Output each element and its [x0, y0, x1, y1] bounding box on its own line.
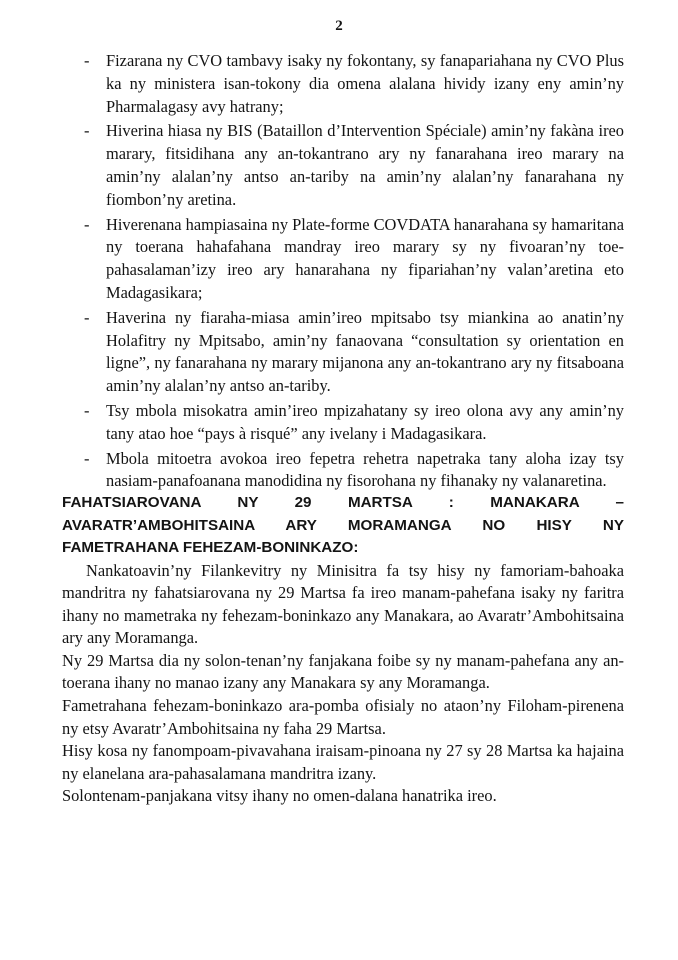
paragraph: Nankatoavin’ny Filankevitry ny Minisitra fa tsy hisy ny famoriam-bahoaka mandritra ny fahatsiarovana ny 29 Martsa fa ireo manam-pahefana isaky ny faritra ihany no mametraka ny fehezam-boninkazo any Manakara, ao Avaratr’Ambohitsaina ary any Moramanga. — [62, 560, 624, 648]
list-item-text: Mbola mitoetra avokoa ireo fepetra rehetra napetraka tany aloha izay tsy nasiam-panafoanana manodidina ny fisorohana ny fihanaky ny valanaretina. — [106, 448, 624, 491]
measures-list — [84, 50, 624, 495]
page-number: 2 — [335, 18, 343, 34]
list-item — [84, 448, 624, 494]
commemoration-section — [62, 492, 624, 808]
bullet-dash: - — [84, 51, 90, 70]
list-item — [84, 307, 624, 398]
bullet-dash: - — [84, 307, 90, 327]
list-item-text: Fizarana ny CVO tambavy isaky ny fokontany, sy fanapariahana ny CVO Plus ka ny ministera isan-tokony dia omena alalana hividy izany eny amin’ny Pharmalagasy avy hatrany; — [106, 51, 624, 116]
section-heading-line: FAMETRAHANA FEHEZAM-BONINKAZO: — [62, 539, 359, 556]
section-heading-line: FAHATSIAROVANA NY 29 MARTSA : MANAKARA – — [62, 494, 624, 511]
list-item-text: Haverina ny fiaraha-miasa amin’ireo mpitsabo tsy miankina ao anatin’ny Holafitry ny Mpitsabo, amin’ny fanaovana “consultation sy orientation en ligne”, ny fanarahana ny marary mijanona any an-tokantrano ary ny fitsaboana amin’ny alalan’ny antso an-tariby. — [106, 307, 624, 396]
list-item — [84, 214, 624, 305]
list-item — [84, 50, 624, 118]
bullet-dash: - — [84, 400, 90, 420]
list-item-text: Hiverina hiasa ny BIS (Bataillon d’Intervention Spéciale) amin’ny fakàna ireo marary, fitsidihana any an-tokantrano ary ny fanarahana ireo marary na amin’ny alalan’ny antso an-tariby na amin’ny alalan’ny fanarahana ny fiombon’ny aretina. — [106, 121, 624, 209]
list-item-text: Tsy mbola misokatra amin’ireo mpizahatany sy ireo olona avy any amin’ny tany atao hoe “pays à risqué” any ivelany i Madagasikara. — [106, 400, 624, 443]
bullet-dash: - — [84, 121, 90, 141]
paragraph: Ny 29 Martsa dia ny solon-tenan’ny fanjakana foibe sy ny manam-pahefana any an-toerana ihany no manao izany any Manakara sy any Moramanga. — [62, 650, 624, 693]
paragraph: Hisy kosa ny fanompoam-pivavahana iraisam-pinoana ny 27 sy 28 Martsa ka hajaina ny elanelana ara-pahasalamana mandritra izany. — [62, 741, 624, 783]
list-item — [84, 120, 624, 211]
section-heading-line: AVARATR’AMBOHITSAINA ARY MORAMANGA NO HISY NY — [62, 516, 624, 534]
section-heading — [62, 492, 624, 560]
list-item — [84, 400, 624, 446]
paragraph: Fametrahana fehezam-boninkazo ara-pomba ofisialy no ataon’ny Filoham-pirenena ny etsy Avaratr’Ambohitsaina ny faha 29 Martsa. — [62, 696, 624, 738]
bullet-dash: - — [84, 214, 90, 234]
paragraph: Solontenam-panjakana vitsy ihany no omen-dalana hanatrika ireo. — [62, 786, 497, 806]
bullet-dash: - — [84, 448, 90, 468]
list-item-text: Hiverenana hampiasaina ny Plate-forme COVDATA hanarahana sy hamaritana ny toerana hahafahana mandray ireo marary sy ny fivoaran’ny toe-pahasalaman’izy ireo ary hanarahana ny fipariahan’ny valan’aretina eto Madagasikara; — [106, 214, 624, 302]
